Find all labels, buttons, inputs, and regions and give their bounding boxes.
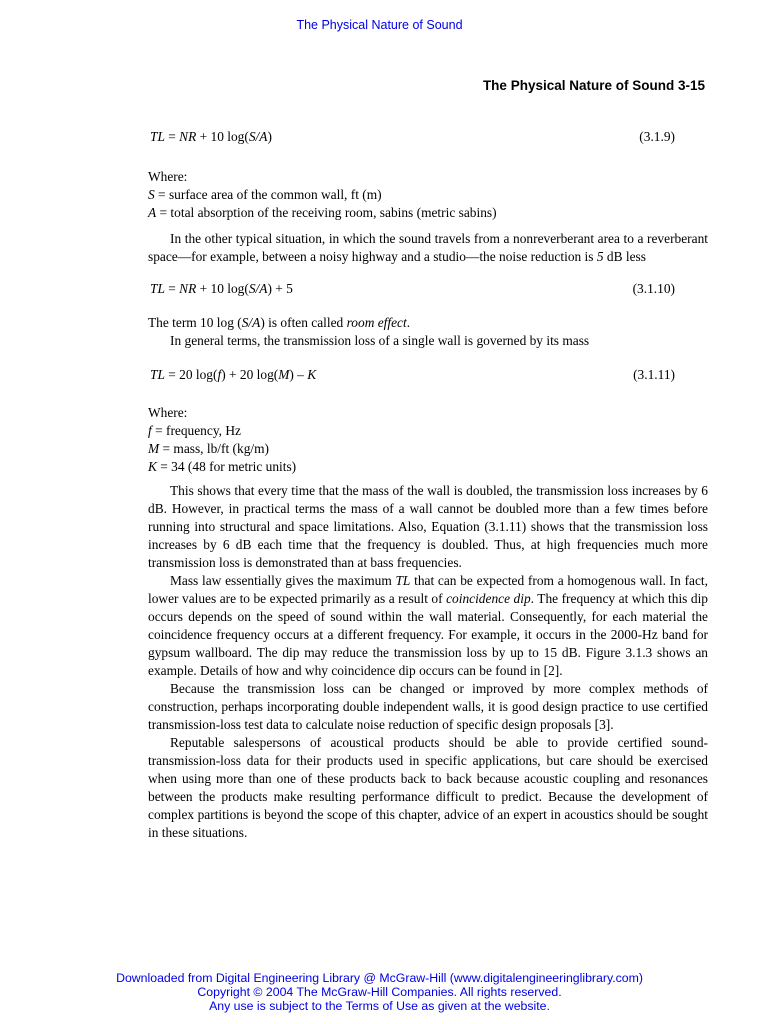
where-block-1 (148, 168, 708, 222)
paragraph: This shows that every time that the mass of the wall is doubled, the transmission loss increases by 6 dB. However, in practical terms the mass of a wall cannot be doubled more than a few times before running into structural and space limitations. Also, Equation (3.1.11) shows that the transmission loss increases by 6 dB each time that the frequency is doubled. Thus, at high frequencies much more transmission loss is demonstrated than at bass frequencies. (148, 483, 708, 570)
equation-body: TL = NR + 10 log(S/A) (150, 129, 272, 144)
paragraph: In the other typical situation, in which the sound travels from a nonreverberant area to a reverberant space—for example, between a noisy highway and a studio—the noise reduction is 5 dB less (148, 231, 708, 264)
where-line: f = frequency, Hz (148, 423, 241, 438)
equation-body: TL = 20 log(f) + 20 log(M) – K (150, 367, 317, 382)
equation-number: (3.1.11) (633, 367, 675, 382)
footer-copyright: Copyright © 2004 The McGraw-Hill Companies. All rights reserved. (197, 985, 562, 999)
equation-number: (3.1.9) (639, 129, 675, 144)
where-line: S = surface area of the common wall, ft (m) (148, 187, 382, 202)
paragraph: Because the transmission loss can be changed or improved by more complex methods of construction, perhaps incorporating double independent walls, it is good design practice to use certified transmission-loss test data to calculate noise reduction of specific design proposals [3]. (148, 681, 708, 732)
paragraph: Reputable salespersons of acoustical products should be able to provide certified sound-transmission-loss data for their products used in specific applications, but care should be exercised when using more than one of these products back to back because acoustic coupling and resonances between the products make resulting performance difficult to predict. Because the development of complex partitions is beyond the scope of this chapter, advice of an expert in acoustics should be sought in these situations. (148, 735, 708, 840)
where-line: M = mass, lb/ft (kg/m) (148, 441, 269, 456)
equation-3-1-10 (150, 280, 708, 298)
footer (0, 971, 759, 1013)
paragraph: Mass law essentially gives the maximum TL that can be expected from a homogenous wall. In fact, lower values are to be expected primarily as a result of coincidence dip. The frequency at which this dip occurs depends on the speed of sound within the wall material. Consequently, for each material the coincidence frequency occurs at a different frequency. For example, it occurs in the 2000-Hz band for gypsum wallboard. The dip may reduce the transmission loss by up to 15 dB. Figure 3.1.3 shows an example. Details of how and why coincidence dip occurs can be found in [2]. (148, 573, 708, 678)
footer-download-link[interactable]: Downloaded from Digital Engineering Library @ McGraw-Hill (www.digitalengineeringlibrary.com) (116, 971, 643, 985)
paragraph: In general terms, the transmission loss of a single wall is governed by its mass (170, 333, 590, 348)
where-line: K = 34 (48 for metric units) (148, 459, 297, 474)
where-line: A = total absorption of the receiving room, sabins (metric sabins) (148, 205, 497, 220)
footer-terms-link[interactable]: Any use is subject to the Terms of Use as given at the website. (209, 999, 550, 1013)
equation-3-1-9 (150, 128, 708, 146)
where-label: Where: (148, 169, 188, 184)
running-head-link[interactable]: The Physical Nature of Sound (296, 18, 463, 32)
where-block-2 (148, 404, 708, 476)
equation-number: (3.1.10) (632, 281, 675, 296)
page-content (148, 128, 708, 842)
page-header: The Physical Nature of Sound 3-15 (482, 78, 705, 93)
equation-body: TL = NR + 10 log(S/A) + 5 (150, 281, 293, 296)
equation-3-1-11 (150, 366, 708, 384)
paragraph: The term 10 log (S/A) is often called room effect. (148, 315, 411, 330)
where-label: Where: (148, 405, 188, 420)
